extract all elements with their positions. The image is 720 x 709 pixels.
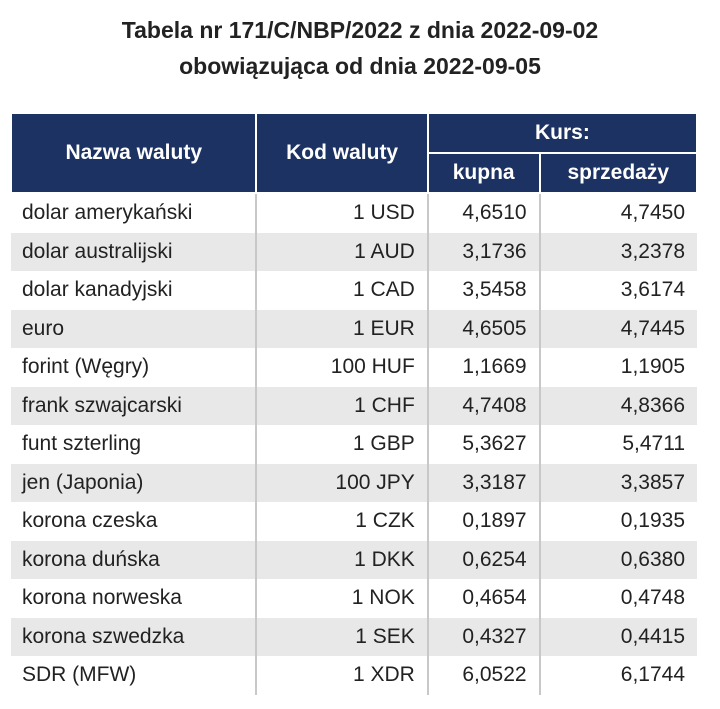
header-name: Nazwa waluty [11, 113, 256, 193]
currency-code: 1 USD [256, 193, 427, 233]
table-body [11, 193, 697, 695]
buy-rate: 0,4327 [428, 618, 540, 657]
title-line-2: obowiązująca od dnia 2022-09-05 [179, 53, 541, 79]
buy-rate: 5,3627 [428, 425, 540, 464]
sell-rate: 1,1905 [540, 348, 697, 387]
table-row [11, 618, 697, 657]
currency-name: euro [11, 310, 256, 349]
currency-code: 1 AUD [256, 233, 427, 272]
currency-code: 1 CHF [256, 387, 427, 426]
currency-code: 1 XDR [256, 656, 427, 695]
sell-rate: 5,4711 [540, 425, 697, 464]
currency-code: 1 CZK [256, 502, 427, 541]
buy-rate: 4,6510 [428, 193, 540, 233]
header-sell: sprzedaży [540, 153, 697, 193]
title-line-1: Tabela nr 171/C/NBP/2022 z dnia 2022-09-02 [121, 17, 599, 43]
currency-name: funt szterling [22, 432, 142, 456]
buy-rate: 4,6505 [428, 310, 540, 349]
sell-rate: 4,7445 [540, 310, 697, 349]
sell-rate: 0,1935 [540, 502, 697, 541]
currency-name: dolar australijski [11, 233, 256, 272]
buy-rate: 0,4654 [428, 579, 540, 618]
table-row [11, 464, 697, 503]
currency-name: forint (Węgry) [22, 355, 150, 379]
currency-code: 1 NOK [256, 579, 427, 618]
buy-rate: 1,1669 [428, 348, 540, 387]
currency-name: korona szwedzka [11, 618, 256, 657]
table-row [11, 193, 697, 233]
currency-name: SDR (MFW) [22, 663, 137, 687]
currency-code: 1 EUR [256, 310, 427, 349]
currency-code: 1 DKK [256, 541, 427, 580]
header-code: Kod waluty [256, 113, 427, 193]
header-rate: Kurs: [428, 113, 697, 153]
currency-name: frank szwajcarski [11, 387, 256, 426]
table-row [11, 271, 697, 310]
buy-rate: 4,7408 [428, 387, 540, 426]
buy-rate: 3,1736 [428, 233, 540, 272]
buy-rate: 0,6254 [428, 541, 540, 580]
table-row [11, 502, 697, 541]
buy-rate: 6,0522 [428, 656, 540, 695]
currency-code: 100 HUF [256, 348, 427, 387]
table-row [11, 310, 697, 349]
sell-rate: 0,6380 [540, 541, 697, 580]
buy-rate: 3,5458 [428, 271, 540, 310]
buy-rate: 0,1897 [428, 502, 540, 541]
currency-code: 1 CAD [256, 271, 427, 310]
currency-code: 100 JPY [256, 464, 427, 503]
table-row [11, 233, 697, 272]
sell-rate: 4,7450 [540, 193, 697, 233]
table-row [11, 425, 697, 464]
currency-name: dolar amerykański [22, 201, 193, 225]
currency-name: jen (Japonia) [11, 464, 256, 503]
currency-code: 1 SEK [256, 618, 427, 657]
sell-rate: 3,3857 [540, 464, 697, 503]
sell-rate: 6,1744 [540, 656, 697, 695]
buy-rate: 3,3187 [428, 464, 540, 503]
table-title [0, 12, 720, 84]
table-row [11, 656, 697, 695]
table-row [11, 348, 697, 387]
currency-name: korona norweska [22, 586, 182, 610]
currency-name: korona czeska [22, 509, 158, 533]
sell-rate: 0,4415 [540, 618, 697, 657]
exchange-rate-table [10, 112, 698, 695]
table-row [11, 579, 697, 618]
sell-rate: 4,8366 [540, 387, 697, 426]
currency-name: dolar kanadyjski [22, 278, 173, 302]
sell-rate: 0,4748 [540, 579, 697, 618]
currency-code: 1 GBP [256, 425, 427, 464]
sell-rate: 3,6174 [540, 271, 697, 310]
table-row [11, 541, 697, 580]
table-row [11, 387, 697, 426]
currency-name: korona duńska [11, 541, 256, 580]
sell-rate: 3,2378 [540, 233, 697, 272]
header-buy: kupna [428, 153, 540, 193]
